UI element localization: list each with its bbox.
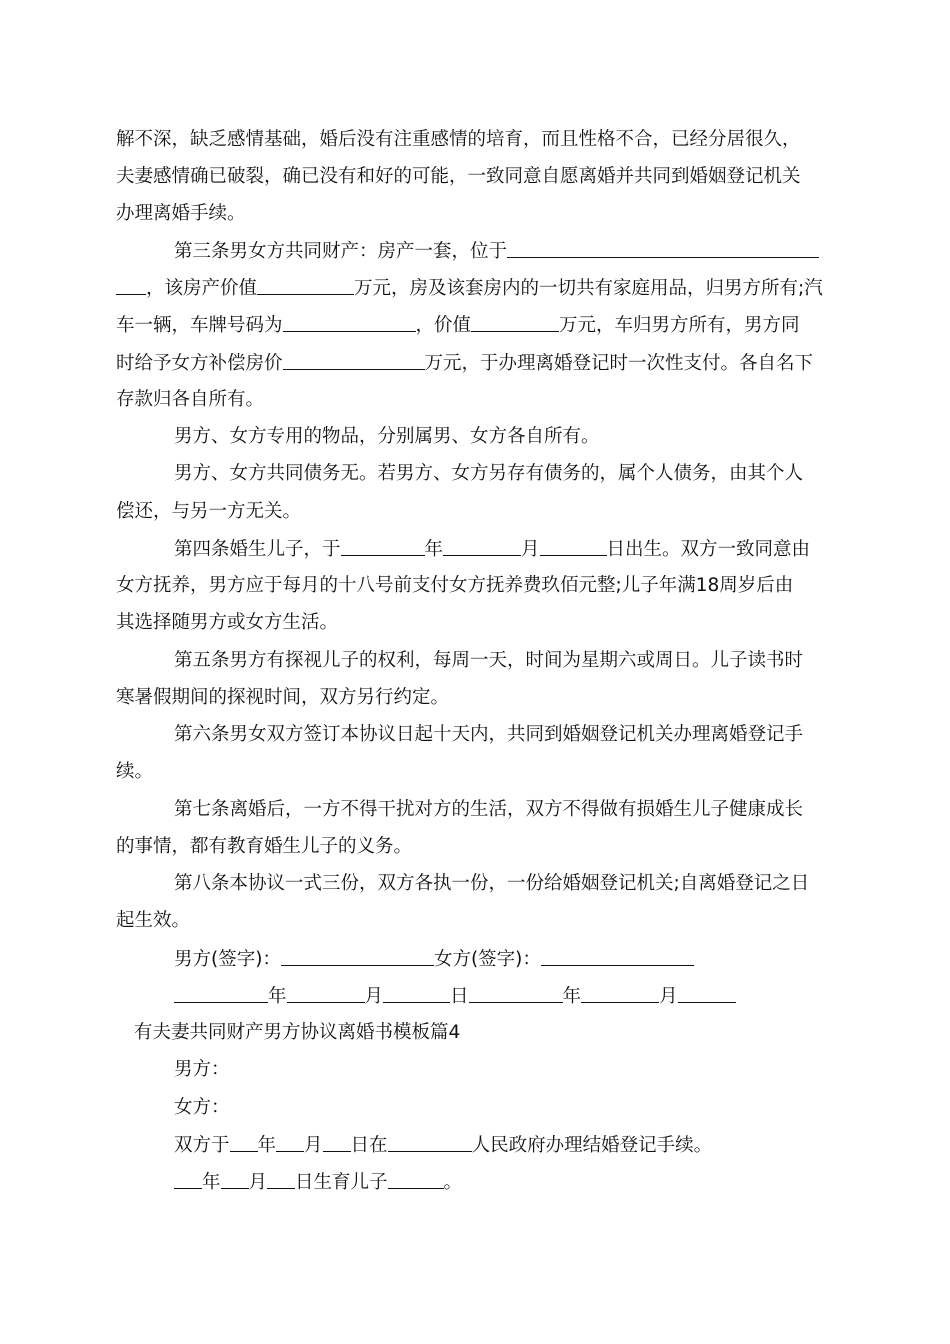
paragraph-line xyxy=(0,425,950,449)
blank-field[interactable] xyxy=(323,1133,351,1152)
text: 第四条婚生儿子，于 xyxy=(174,539,341,560)
text: 男方、女方专用的物品，分别属男、女方各自所有。 xyxy=(174,426,600,447)
blank-field[interactable] xyxy=(581,984,659,1003)
text: 万元，车归男方所有，男方同 xyxy=(559,315,800,336)
female-signature-field[interactable] xyxy=(541,947,694,966)
text: 万元，房及该套房内的一切共有家庭用品，归男方所有;汽 xyxy=(354,278,823,299)
paragraph-line xyxy=(0,909,950,933)
text: 办理离婚手续。 xyxy=(116,203,246,224)
blank-field[interactable] xyxy=(287,984,365,1003)
text: 其选择随男方或女方生活。 xyxy=(116,612,339,633)
article-8 xyxy=(0,872,950,896)
blank-field[interactable] xyxy=(230,1133,258,1152)
paragraph-line xyxy=(0,1170,950,1194)
paragraph-line xyxy=(0,686,950,710)
text: 第三条男女方共同财产：房产一套，位于 xyxy=(174,241,508,262)
blank-field[interactable] xyxy=(276,1133,304,1152)
text: 日 xyxy=(450,986,469,1007)
text: 日在 xyxy=(350,1135,388,1156)
paragraph-line xyxy=(0,574,950,598)
paragraph-line xyxy=(0,351,950,375)
label-female: 女方： xyxy=(174,1097,230,1118)
blank-field[interactable] xyxy=(388,1170,444,1189)
blank-field[interactable] xyxy=(283,313,416,332)
text: 偿还，与另一方无关。 xyxy=(116,501,302,522)
text: 年 xyxy=(562,986,582,1007)
text: 的事情，都有教育婚生儿子的义务。 xyxy=(116,836,413,857)
paragraph-line xyxy=(0,1096,950,1120)
text: 有夫妻共同财产男方协议离婚书模板篇4 xyxy=(134,1022,461,1043)
text: 寒暑假期间的探视时间，双方另行约定。 xyxy=(116,687,450,708)
text: ，价值 xyxy=(415,315,472,336)
label-male: 男方： xyxy=(174,1059,230,1080)
blank-field[interactable] xyxy=(507,239,819,258)
text: 年 xyxy=(257,1135,277,1156)
text: 日生育儿子 xyxy=(295,1172,388,1193)
blank-field[interactable] xyxy=(174,984,268,1003)
blank-field[interactable] xyxy=(471,313,559,332)
text: 存款归各自所有。 xyxy=(116,389,265,410)
paragraph-line xyxy=(0,1133,950,1157)
paragraph-line xyxy=(0,835,950,859)
text: 车一辆，车牌号码为 xyxy=(116,315,283,336)
article-7 xyxy=(0,798,950,822)
text: 年 xyxy=(202,1172,221,1193)
text: 第七条离婚后，一方不得干扰对方的生活，双方不得做有损婚生儿子健康成长 xyxy=(174,799,804,820)
text: 夫妻感情确已破裂，确已没有和好的可能，一致同意自愿离婚并共同到婚姻登记机关 xyxy=(116,166,801,187)
blank-field[interactable] xyxy=(221,1170,249,1189)
paragraph-line xyxy=(0,165,950,189)
blank-field[interactable] xyxy=(257,276,354,295)
paragraph-line xyxy=(0,760,950,784)
text: 年 xyxy=(424,539,444,560)
text: 双方于 xyxy=(174,1135,230,1156)
section-title xyxy=(0,1021,950,1045)
blank-field[interactable] xyxy=(341,537,425,556)
text: 年 xyxy=(268,986,287,1007)
text: 月 xyxy=(659,986,678,1007)
blank-field[interactable] xyxy=(116,276,146,295)
paragraph-line xyxy=(0,500,950,524)
paragraph-line xyxy=(0,462,950,486)
paragraph-line xyxy=(0,276,950,300)
label-female-signature: 女方(签字)： xyxy=(433,949,541,970)
text: 第六条男女双方签订本协议日起十天内，共同到婚姻登记机关办理离婚登记手 xyxy=(174,724,804,745)
text: 第五条男方有探视儿子的权利，每周一天，时间为星期六或周日。儿子读书时 xyxy=(174,650,804,671)
paragraph-line xyxy=(0,313,950,337)
paragraph-line xyxy=(0,611,950,635)
blank-field[interactable] xyxy=(469,984,563,1003)
text: 日出生。双方一致同意由 xyxy=(606,539,811,560)
text: 男方、女方共同债务无。若男方、女方另存有债务的，属个人债务，由其个人 xyxy=(174,463,804,484)
text: 万元，于办理离婚登记时一次性支付。各自名下 xyxy=(424,353,814,374)
text: 月 xyxy=(364,986,384,1007)
text: 。 xyxy=(443,1172,463,1193)
text: 时给予女方补偿房价 xyxy=(116,353,283,374)
article-6 xyxy=(0,723,950,747)
blank-field[interactable] xyxy=(174,1170,202,1189)
paragraph-line xyxy=(0,128,950,152)
blank-field[interactable] xyxy=(443,537,521,556)
blank-field[interactable] xyxy=(267,1170,295,1189)
paragraph-line xyxy=(0,388,950,412)
text: 解不深，缺乏感情基础，婚后没有注重感情的培育，而且性格不合，已经分居很久， xyxy=(116,129,801,150)
text: 人民政府办理结婚登记手续。 xyxy=(471,1135,713,1156)
date-line xyxy=(0,984,950,1008)
text: 月 xyxy=(304,1135,323,1156)
label-male-signature: 男方(签字)： xyxy=(174,949,281,970)
paragraph-line xyxy=(0,1058,950,1082)
article-4 xyxy=(0,537,950,561)
blank-field[interactable] xyxy=(383,984,450,1003)
signature-line xyxy=(0,947,950,971)
text: 月 xyxy=(248,1172,268,1193)
blank-field[interactable] xyxy=(283,351,425,370)
article-3 xyxy=(0,239,950,263)
text: 女方抚养，男方应于每月的十八号前支付女方抚养费玖佰元整;儿子年满18周岁后由 xyxy=(116,575,794,596)
blank-field[interactable] xyxy=(388,1133,472,1152)
text: 月 xyxy=(521,539,540,560)
text: 第八条本协议一式三份，双方各执一份，一份给婚姻登记机关;自离婚登记之日 xyxy=(174,873,810,894)
blank-field[interactable] xyxy=(678,984,736,1003)
paragraph-line xyxy=(0,202,950,226)
text: 续。 xyxy=(116,761,154,782)
article-5 xyxy=(0,649,950,673)
text: ，该房产价值 xyxy=(146,278,258,299)
blank-field[interactable] xyxy=(540,537,607,556)
text: 起生效。 xyxy=(116,910,191,931)
male-signature-field[interactable] xyxy=(281,947,434,966)
